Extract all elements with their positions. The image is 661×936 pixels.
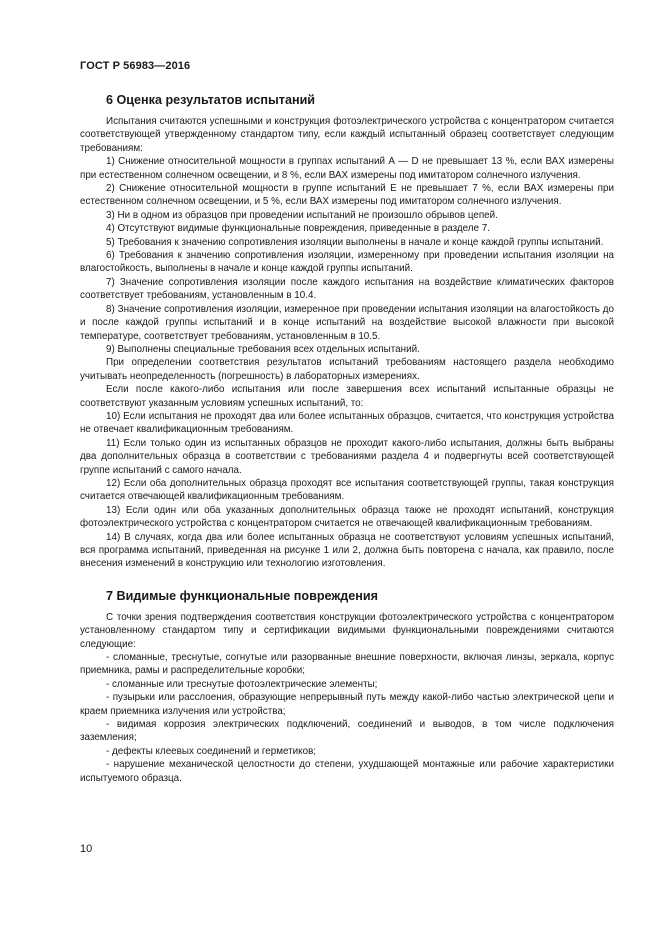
- requirement-6: 6) Требования к значению сопротивления изоляции, измеренному при проведении испытания изоляции на влагостойкость, выполнены в начале и конце каждой группы испытаний.: [80, 250, 614, 275]
- page-number: 10: [80, 843, 93, 855]
- requirement-8: 8) Значение сопротивления изоляции, измеренное при проведении испытания изоляции на влагостойкость до и после каждой группы испытаний и в конце испытаний на воздействие высокой влажности при высокой температуре, соответствует требованиям, установленным в 10.5.: [80, 303, 614, 342]
- damage-item-1: - сломанные, треснутые, согнутые или разорванные внешние поверхности, включая линзы, зеркала, корпус приемника, рамы и распределительные коробки;: [80, 652, 614, 677]
- requirement-7: 7) Значение сопротивления изоляции после каждого испытания на воздействие климатических факторов соответствует требованиям, установленным в 10.4.: [80, 276, 614, 302]
- section-7-intro: С точки зрения подтверждения соответствия конструкции фотоэлектрического устройства с концентратором установленному стандартом типу и сертификации видимыми функциональными повреждениями считаются следующие:: [80, 611, 614, 650]
- requirement-5: 5) Требования к значению сопротивления изоляции выполнены в начале и конце каждой группы испытаний.: [106, 236, 604, 248]
- failure-rule-11: 11) Если только один из испытанных образцов не проходит какого-либо испытания, должны быть выбраны два дополнительных образца в соответствии с требованиями раздела 4 и подвергнуты всей соответствующей группе испытаний с самого начала.: [80, 437, 614, 476]
- damage-item-3: - пузырьки или расслоения, образующие непрерывный путь между какой-либо частью электрической цепи и краем приемника излучения или устройства;: [80, 692, 614, 717]
- damage-item-4: - видимая коррозия электрических подключений, соединений и выводов, в том числе подключения заземления;: [80, 719, 614, 744]
- requirement-1: 1) Снижение относительной мощности в группах испытаний А — D не превышает 13 %, если ВАХ измерены при естественном солнечном освещении, и 8 %, если ВАХ измерены под имитатором солнечного излучения.: [80, 156, 614, 181]
- requirement-3: 3) Ни в одном из образцов при проведении испытаний не произошло обрывов цепей.: [106, 209, 498, 221]
- failure-rule-10: 10) Если испытания не проходят два или более испытанных образцов, считается, что конструкция устройства не отвечает квалификационным требованиям.: [80, 410, 614, 436]
- failure-rule-12: 12) Если оба дополнительных образца проходят все испытания соответствующей группы, такая конструкция считается отвечающей квалификационным требованиям.: [80, 477, 614, 503]
- failure-rule-13: 13) Если один или оба указанных дополнительных образца также не проходят испытаний, конструкция фотоэлектрического устройства с концентратором считается не отвечающей квалификационным требованиям.: [80, 504, 614, 530]
- damage-item-6: - нарушение механической целостности до степени, ухудшающей монтажные или рабочие характеристики испытуемого образца.: [80, 759, 614, 784]
- section-6-intro: Испытания считаются успешными и конструкция фотоэлектрического устройства с концентратором считается соответствующей утвержденному стандартом типу, если каждый испытанный образец соответствует следующим требованиям:: [80, 116, 614, 154]
- section-7-title: 7 Видимые функциональные повреждения: [106, 588, 379, 603]
- requirement-4: 4) Отсутствуют видимые функциональные повреждения, приведенные в разделе 7.: [106, 223, 490, 235]
- section-6-title: 6 Оценка результатов испытаний: [106, 93, 316, 107]
- document-header: ГОСТ Р 56983—2016: [80, 60, 191, 72]
- failure-rule-14: 14) В случаях, когда два или более испытанных образца не соответствуют условиям успешных испытаний, вся программа испытаний, приведенная на рисунке 1 или 2, должна быть повторена с начала, как правило, после внесения изменений в конструкцию или технологию изготовления.: [80, 531, 614, 570]
- requirement-9: 9) Выполнены специальные требования всех отдельных испытаний.: [106, 343, 420, 355]
- requirement-2: 2) Снижение относительной мощности в группе испытаний Е не превышает 7 %, если ВАХ измерены при естественном солнечном освещении, и 5 %, если ВАХ измерены под имитатором солнечного излучения.: [80, 183, 614, 208]
- damage-item-2: - сломанные или треснутые фотоэлектрические элементы;: [106, 678, 378, 690]
- failure-intro: Если после какого-либо испытания или после завершения всех испытаний испытанные образцы не соответствуют указанным условиям успешных испытаний, то:: [80, 384, 614, 409]
- damage-item-5: - дефекты клеевых соединений и герметиков;: [106, 745, 317, 757]
- page-content: [80, 92, 614, 785]
- uncertainty-note: При определении соответствия результатов испытаний требованиям настоящего раздела необходимо учитывать неопределенность (погрешность) в лабораторных измерениях.: [80, 357, 614, 382]
